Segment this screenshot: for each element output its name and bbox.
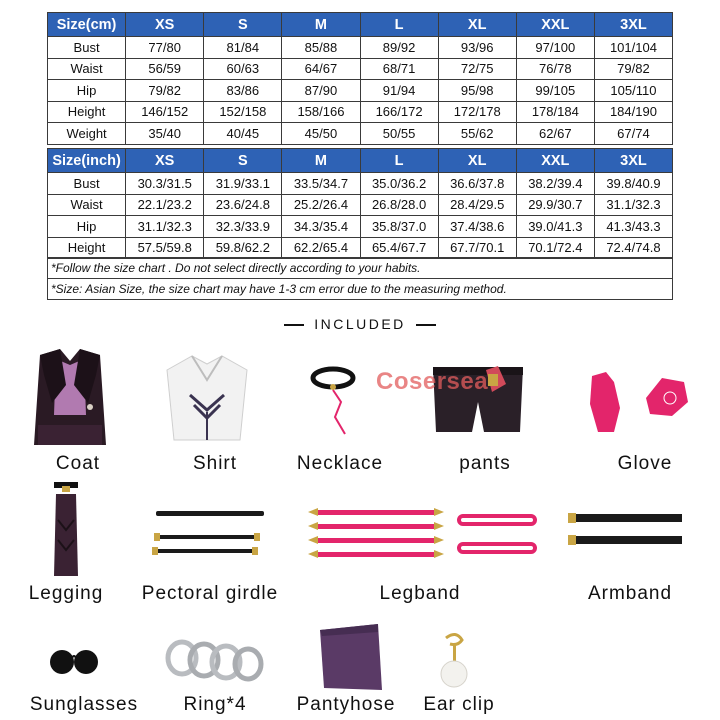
table-row: [48, 37, 673, 59]
table-cell: 45/50: [282, 123, 360, 145]
legband-image: [306, 506, 446, 566]
table-cell: 34.3/35.4: [282, 216, 360, 238]
item-label-sunglasses: Sunglasses: [29, 694, 139, 715]
table-cell: 56/59: [126, 58, 204, 80]
table-cell: 29.9/30.7: [516, 194, 594, 216]
armband-image: [566, 510, 684, 554]
table-cell: 62/67: [516, 123, 594, 145]
table-cell: 31.9/33.1: [204, 173, 282, 195]
table-cell: 30.3/31.5: [126, 173, 204, 195]
table-cell: 23.6/24.8: [204, 194, 282, 216]
table-cell: 55/62: [438, 123, 516, 145]
table-cell: 50/55: [360, 123, 438, 145]
table-cell: 26.8/28.0: [360, 194, 438, 216]
table-cell: 77/80: [126, 37, 204, 59]
necklace-image: [305, 362, 365, 442]
table-cell: 101/104: [594, 37, 672, 59]
table-cell: 70.1/72.4: [516, 237, 594, 259]
table-cell: 85/88: [282, 37, 360, 59]
table-cell: 40/45: [204, 123, 282, 145]
table-cell: 31.1/32.3: [126, 216, 204, 238]
ear-clip-image: [436, 632, 472, 690]
table-cell: 68/71: [360, 58, 438, 80]
size-note-follow: *Follow the size chart . Do not select directly according to your habits.: [47, 257, 673, 279]
size-table-inch-header: [48, 149, 673, 173]
row-label: Height: [48, 101, 126, 123]
table-cell: 22.1/23.2: [126, 194, 204, 216]
table-cell: 97/100: [516, 37, 594, 59]
item-label-pantyhose: Pantyhose: [296, 694, 396, 715]
table-cell: 28.4/29.5: [438, 194, 516, 216]
item-label-coat: Coat: [55, 453, 101, 474]
table-cell: 31.1/32.3: [594, 194, 672, 216]
table-cell: 95/98: [438, 80, 516, 102]
table-cell: 65.4/67.7: [360, 237, 438, 259]
table-cell: 39.0/41.3: [516, 216, 594, 238]
table-cell: 91/94: [360, 80, 438, 102]
table-row: [48, 194, 673, 216]
header-cell: 3XL: [594, 149, 672, 173]
row-label: Waist: [48, 194, 126, 216]
table-cell: 41.3/43.3: [594, 216, 672, 238]
table-cell: 67/74: [594, 123, 672, 145]
pantyhose-image: [318, 622, 384, 692]
table-cell: 62.2/65.4: [282, 237, 360, 259]
table-cell: 158/166: [282, 101, 360, 123]
size-table-cm: [47, 12, 673, 145]
row-label: Bust: [48, 37, 126, 59]
table-cell: 87/90: [282, 80, 360, 102]
table-cell: 33.5/34.7: [282, 173, 360, 195]
table-cell: 60/63: [204, 58, 282, 80]
sunglasses-image: [46, 640, 102, 680]
table-cell: 36.6/37.8: [438, 173, 516, 195]
glove-image: [584, 368, 696, 438]
table-row: [48, 216, 673, 238]
included-heading: [0, 316, 720, 332]
size-table-inch: [47, 148, 673, 259]
table-cell: 37.4/38.6: [438, 216, 516, 238]
legging-image: [50, 480, 82, 580]
table-row: [48, 101, 673, 123]
header-cell: S: [204, 149, 282, 173]
item-label-pants: pants: [459, 453, 511, 474]
shirt-image: [162, 350, 252, 445]
item-label-shirt: Shirt: [192, 453, 238, 474]
header-cell: XL: [438, 13, 516, 37]
item-label-ring: Ring*4: [183, 694, 247, 715]
table-cell: 35/40: [126, 123, 204, 145]
size-table-cm-header: [48, 13, 673, 37]
pectoral-girdle-image: [150, 505, 268, 565]
header-cell: L: [360, 13, 438, 37]
table-cell: 172/178: [438, 101, 516, 123]
row-label: Hip: [48, 216, 126, 238]
table-cell: 81/84: [204, 37, 282, 59]
size-note-asian: *Size: Asian Size, the size chart may have 1-3 cm error due to the measuring method.: [47, 278, 673, 300]
table-cell: 35.8/37.0: [360, 216, 438, 238]
header-cell: M: [282, 13, 360, 37]
item-label-glove: Glove: [617, 453, 673, 474]
header-cell: S: [204, 13, 282, 37]
table-cell: 67.7/70.1: [438, 237, 516, 259]
header-cell: M: [282, 149, 360, 173]
header-cell: XXL: [516, 13, 594, 37]
included-title: INCLUDED: [314, 316, 406, 332]
item-label-necklace: Necklace: [296, 453, 384, 474]
table-cell: 59.8/62.2: [204, 237, 282, 259]
table-row: [48, 58, 673, 80]
header-cell: Size(cm): [48, 13, 126, 37]
header-cell: Size(inch): [48, 149, 126, 173]
item-label-legging: Legging: [28, 583, 104, 604]
coat-image: [30, 345, 110, 455]
table-row: [48, 173, 673, 195]
header-cell: L: [360, 149, 438, 173]
table-cell: 152/158: [204, 101, 282, 123]
table-row: [48, 80, 673, 102]
table-cell: 79/82: [594, 58, 672, 80]
row-label: Hip: [48, 80, 126, 102]
header-cell: XL: [438, 149, 516, 173]
table-row: [48, 123, 673, 145]
row-label: Height: [48, 237, 126, 259]
row-label: Waist: [48, 58, 126, 80]
table-cell: 39.8/40.9: [594, 173, 672, 195]
table-cell: 76/78: [516, 58, 594, 80]
table-cell: 105/110: [594, 80, 672, 102]
table-cell: 178/184: [516, 101, 594, 123]
legband-loops-image: [455, 512, 540, 562]
table-cell: 64/67: [282, 58, 360, 80]
table-cell: 83/86: [204, 80, 282, 102]
table-cell: 166/172: [360, 101, 438, 123]
table-cell: 93/96: [438, 37, 516, 59]
header-cell: XXL: [516, 149, 594, 173]
table-cell: 146/152: [126, 101, 204, 123]
rings-image: [164, 638, 264, 684]
table-cell: 72.4/74.8: [594, 237, 672, 259]
table-row: [48, 237, 673, 259]
header-cell: XS: [126, 13, 204, 37]
table-cell: 38.2/39.4: [516, 173, 594, 195]
table-cell: 35.0/36.2: [360, 173, 438, 195]
header-cell: 3XL: [594, 13, 672, 37]
table-cell: 32.3/33.9: [204, 216, 282, 238]
item-label-pectoral-girdle: Pectoral girdle: [141, 583, 279, 604]
table-cell: 57.5/59.8: [126, 237, 204, 259]
table-cell: 25.2/26.4: [282, 194, 360, 216]
divider: [284, 324, 304, 326]
item-label-legband: Legband: [379, 583, 461, 604]
table-cell: 79/82: [126, 80, 204, 102]
row-label: Weight: [48, 123, 126, 145]
item-label-armband: Armband: [587, 583, 673, 604]
table-cell: 184/190: [594, 101, 672, 123]
brand-watermark: Cosersea: [376, 368, 489, 395]
table-cell: 72/75: [438, 58, 516, 80]
table-cell: 99/105: [516, 80, 594, 102]
header-cell: XS: [126, 149, 204, 173]
divider: [416, 324, 436, 326]
item-label-ear-clip: Ear clip: [423, 694, 495, 715]
row-label: Bust: [48, 173, 126, 195]
table-cell: 89/92: [360, 37, 438, 59]
